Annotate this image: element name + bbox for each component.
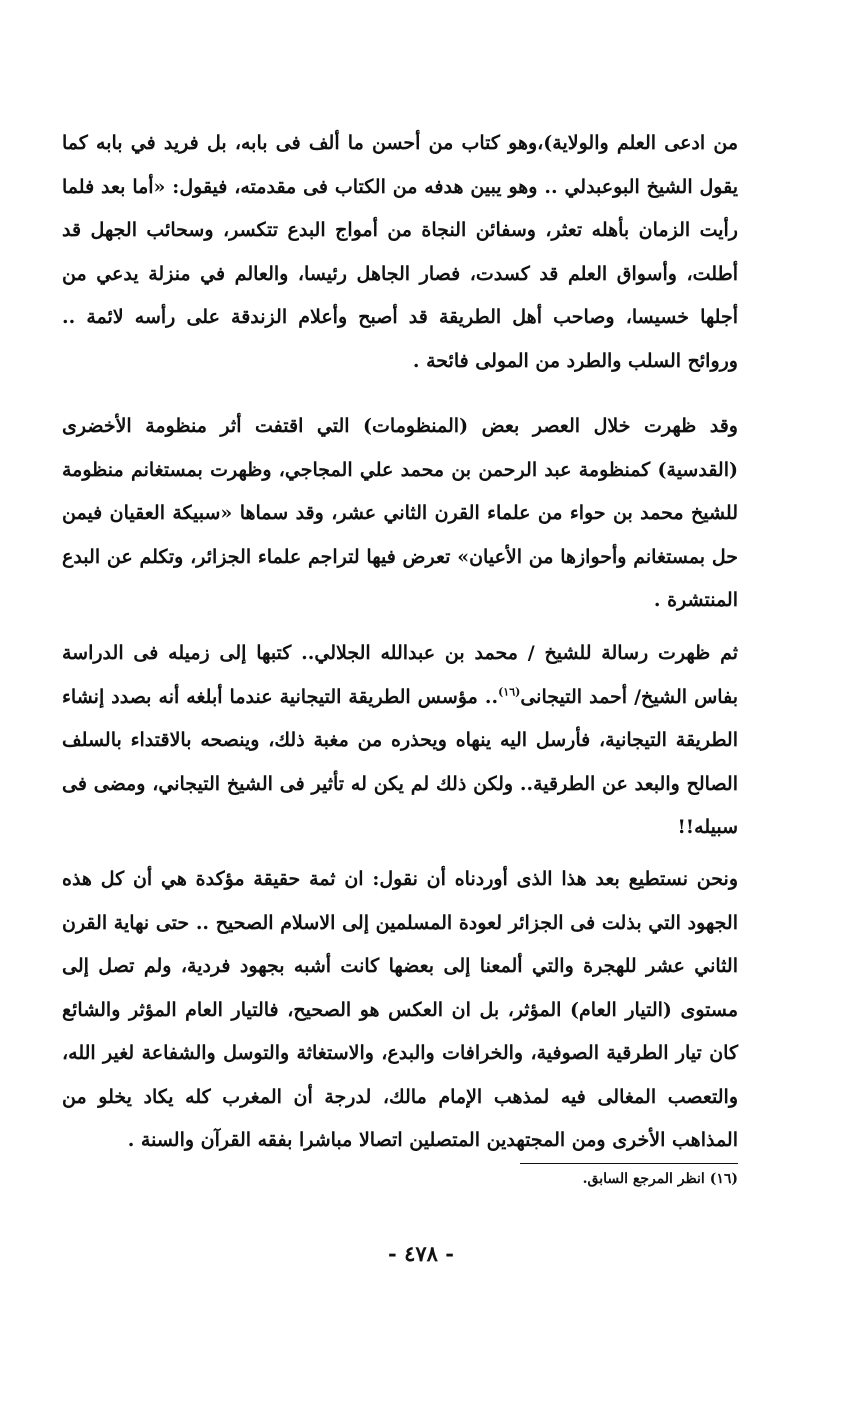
- paragraph-4: ونحن نستطيع بعد هذا الذى أوردناه أن نقول: ان ثمة حقيقة مؤكدة هي أن كل هذه الجهود التي بذلت فى الجزائر لعودة المسلمين إلى الاسلام الصحيح .. حتى نهاية القرن الثاني عشر للهجرة والتي ألمعنا إلى بعضها كانت أشبه بجهود فردية، ولم تصل إلى مستوى (التيار العام) المؤثر، بل ان العكس هو الصحيح، فالتيار العام المؤثر والشائع كان تيار الطرقية الصوفية، والخرافات والبدع، والاستغاثة والتوسل والشفاعة لغير الله، والتعصب المغالى فيه لمذهب الإمام مالك، لدرجة أن المغرب كله يكاد يخلو من المذاهب الأخرى ومن المجتهدين المتصلين اتصالا مباشرا بفقه القرآن والسنة .: [62, 868, 738, 1151]
- page-number: - ٤٧٨ -: [388, 1241, 454, 1266]
- paragraph-3-part-2: .. مؤسس الطريقة التيجانية عندما أبلغه أنه بصدد إنشاء الطريقة التيجانية، فأرسل اليه ينهاه ويحذره من مغبة ذلك، وينصحه بالاقتداء بالسلف الصالح والبعد عن الطرقية.. ولكن ذلك لم يكن له تأثير فى الشيخ التيجاني، ومضى فى سبيله!!: [62, 685, 738, 838]
- paragraph-3-part-1: ثم ظهرت رسالة للشيخ / محمد بن عبدالله الجلالي.. كتبها إلى زميله فى الدراسة بفاس الشيخ/ أحمد التيجانى: [62, 642, 738, 708]
- footnote-reference: (١٦): [498, 685, 521, 699]
- footnote-divider: [520, 1163, 738, 1164]
- footnote-text: (١٦) انظر المرجع السابق.: [582, 1171, 738, 1187]
- paragraph-1: من ادعى العلم والولاية)،وهو كتاب من أحسن ما ألف فى بابه، بل فريد في بابه كما يقول الشيخ البوعبدلي .. وهو يبين هدفه من الكتاب فى مقدمته، فيقول: «أما بعد فلما رأيت الزمان بأهله تعثر، وسفائن النجاة من أمواج البدع تتكسر، وسحائب الجهل قد أطلت، وأسواق العلم قد كسدت، فصار الجاهل رئيسا، والعالم في منزلة يدعي من أجلها خسيسا، وصاحب أهل الطريقة قد أصبح وأعلام الزندقة على رأسه لائمة .. وروائح السلب والطرد من المولى فائحة .: [62, 132, 738, 372]
- paragraph-3: [62, 632, 738, 850]
- paragraph-2: وقد ظهرت خلال العصر بعض (المنظومات) التي اقتفت أثر منظومة الأخضرى (القدسية) كمنظومة عبد الرحمن بن محمد علي المجاجي، وظهرت بمستغانم منظومة للشيخ محمد بن حواء من علماء القرن الثاني عشر، وقد سماها «سبيكة العقيان فيمن حل بمستغانم وأحوازها من الأعيان» تعرض فيها لتراجم علماء الجزائر، وتكلم عن البدع المنتشرة .: [62, 415, 738, 611]
